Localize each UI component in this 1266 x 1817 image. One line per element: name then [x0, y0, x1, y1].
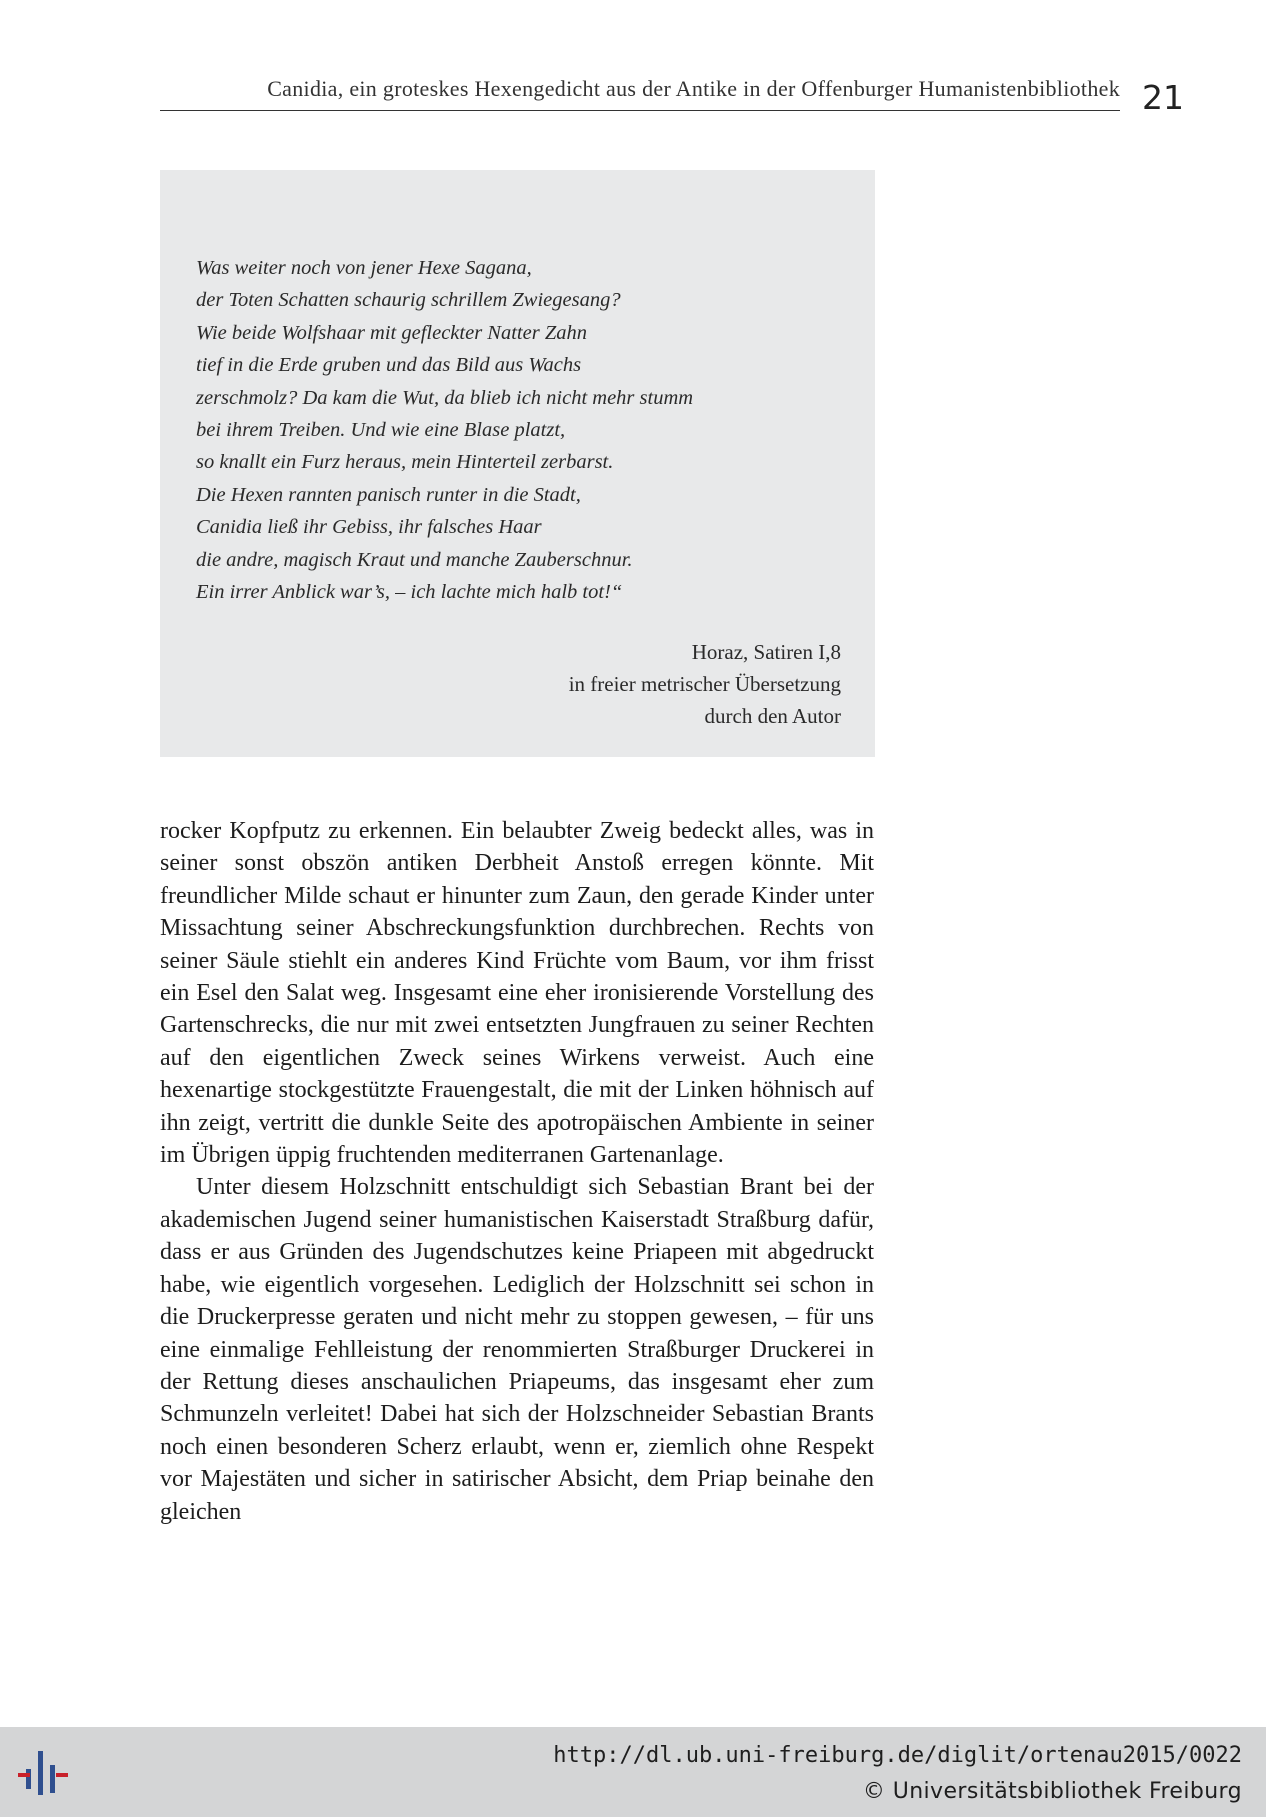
- logo-bar: [26, 1769, 31, 1789]
- body-text: [160, 815, 874, 1528]
- running-title: Canidia, ein groteskes Hexengedicht aus der Antike in der Offenburger Humanistenbibliothek: [267, 76, 1120, 101]
- poem-line: Wie beide Wolfshaar mit gefleckter Natter Zahn: [196, 321, 587, 344]
- poem-line: Canidia ließ ihr Gebiss, ihr falsches Haar: [196, 516, 542, 539]
- poem-line: Ein irrer Anblick war’s, – ich lachte mich halb tot!“: [196, 581, 623, 604]
- poem-line: bei ihrem Treiben. Und wie eine Blase platzt,: [196, 419, 566, 442]
- logo-bar: [18, 1773, 30, 1777]
- header-rule: [160, 110, 1120, 111]
- poem-line: so knallt ein Furz heraus, mein Hinterteil zerbarst.: [196, 451, 614, 474]
- poem-line: Die Hexen rannten panisch runter in die Stadt,: [196, 483, 581, 506]
- poem-line: die andre, magisch Kraut und manche Zauberschnur.: [196, 548, 633, 571]
- poem-line: der Toten Schatten schaurig schrillem Zwiegesang?: [196, 289, 621, 312]
- epigraph-box: [160, 170, 875, 757]
- logo-bar: [38, 1751, 43, 1795]
- epigraph-poem: [196, 252, 693, 608]
- logo-bar: [56, 1773, 68, 1777]
- footer-copyright: © Universitätsbibliothek Freiburg: [862, 1779, 1242, 1804]
- poem-line: Was weiter noch von jener Hexe Sagana,: [196, 257, 532, 279]
- poem-line: zerschmolz? Da kam die Wut, da blieb ich nicht mehr stumm: [196, 386, 694, 409]
- ub-freiburg-logo-icon: [18, 1747, 70, 1799]
- running-head: [160, 76, 1120, 108]
- footer-url-link[interactable]: http://dl.ub.uni-freiburg.de/diglit/ortenau2015/0022: [553, 1743, 1242, 1768]
- attribution-line: in freier metrischer Übersetzung: [568, 672, 841, 696]
- page-number: 21: [1142, 78, 1184, 117]
- body-paragraph: Unter diesem Holzschnitt entschuldigt sich Sebastian Brant bei der akademischen Jugend seiner humanistischen Kaiserstadt Straßburg dafür, dass er aus Gründen des Jugendschutzes keine Priapeen mit abgedruckt habe, wie eigentlich vorgesehen. Lediglich der Holzschnitt sei schon in die Druckerpresse geraten und nicht mehr zu stoppen gewesen, – für uns eine einmalige Fehlleistung der renommierten Straßburger Druckerei in der Rettung dieses anschaulichen Priapeums, das insgesamt eher zum Schmunzeln verleitet! Dabei hat sich der Holzschneider Sebastian Brants noch einen besonderen Scherz erlaubt, wenn er, ziemlich ohne Respekt vor Majestäten und sicher in satirischer Absicht, dem Priap beinahe den gleichen: [160, 1174, 874, 1525]
- body-paragraph: rocker Kopfputz zu erkennen. Ein belaubter Zweig bedeckt alles, was in seiner sonst obszön antiken Derbheit Anstoß erregen könnte. Mit freundlicher Milde schaut er hinunter zum Zaun, den gerade Kinder unter Missachtung seiner Abschreckungsfunktion durchbrechen. Rechts von seiner Säule stiehlt ein anderes Kind Früchte vom Baum, vor ihm frisst ein Esel den Salat weg. Insgesamt eine eher ironisierende Vorstellung des Gartenschrecks, die nur mit zwei entsetzten Jungfrauen zu seiner Rechten auf den eigentlichen Zweck seines Wirkens verweist. Auch eine hexenartige stockgestützte Frauengestalt, die mit der Linken höhnisch auf ihn zeigt, vertritt die dunkle Seite des apotropäischen Ambiente in seiner im Übrigen üppig fruchtenden mediterranen Gartenanlage.: [160, 818, 874, 1169]
- logo-bar: [50, 1765, 55, 1793]
- epigraph-attribution: [569, 636, 841, 732]
- attribution-line: durch den Autor: [704, 704, 841, 728]
- poem-line: tief in die Erde gruben und das Bild aus Wachs: [196, 354, 582, 377]
- footer-bar: [0, 1727, 1266, 1817]
- attribution-line: Horaz, Satiren I,8: [691, 640, 841, 664]
